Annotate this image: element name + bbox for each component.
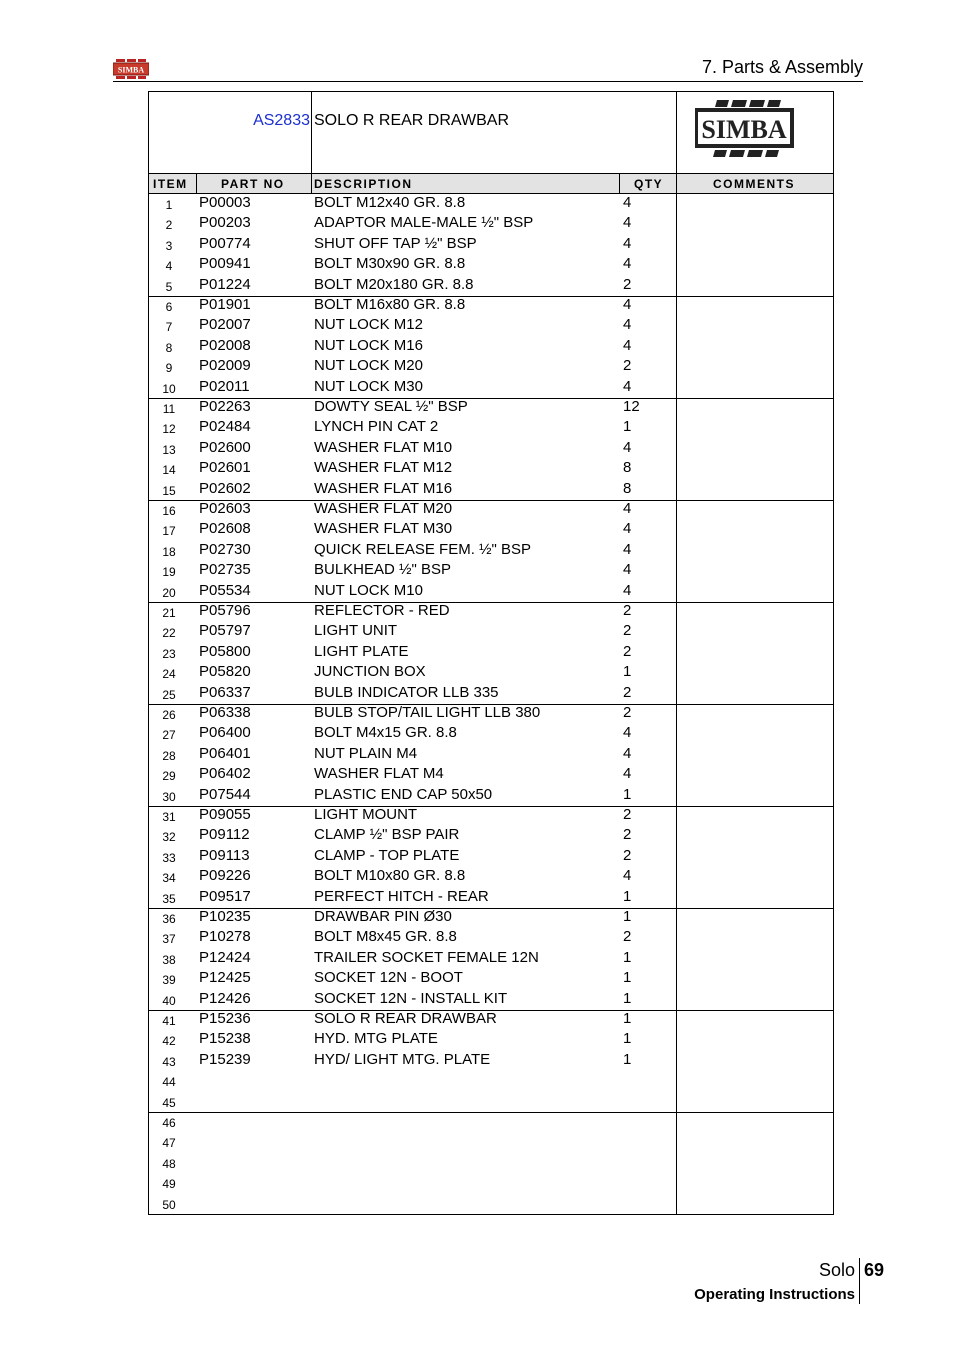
item-number: 38 [162, 952, 176, 967]
part-description: WASHER FLAT M16 [314, 479, 453, 497]
part-description: NUT LOCK M30 [314, 377, 423, 395]
table-row [149, 520, 833, 540]
part-description: JUNCTION BOX [314, 663, 426, 681]
table-row [149, 214, 833, 234]
part-number: P02602 [199, 479, 251, 497]
part-qty: 2 [623, 275, 632, 293]
table-row [149, 541, 833, 561]
table-row [149, 255, 833, 275]
part-qty: 4 [623, 724, 632, 742]
item-number: 12 [162, 422, 176, 437]
part-description: WASHER FLAT M30 [314, 520, 453, 538]
part-number: P02601 [199, 459, 251, 477]
column-header-row [149, 174, 833, 194]
part-qty: 4 [623, 377, 632, 395]
section-title: 7. Parts & Assembly [701, 57, 863, 77]
part-number: P09112 [199, 826, 250, 844]
table-row [149, 296, 833, 316]
header-rule [113, 81, 863, 82]
item-number: 21 [162, 606, 176, 620]
part-qty: 2 [623, 602, 632, 619]
part-qty: 4 [623, 520, 632, 538]
part-description: CLAMP - TOP PLATE [314, 846, 460, 864]
part-qty: 8 [623, 459, 632, 477]
table-row [149, 684, 833, 704]
title-block [149, 92, 833, 174]
part-description: TRAILER SOCKET FEMALE 12N [314, 948, 539, 966]
part-qty: 2 [623, 622, 632, 640]
part-description: DRAWBAR PIN Ø30 [314, 908, 452, 925]
item-number: 17 [162, 524, 176, 539]
table-row [149, 582, 833, 602]
item-number: 44 [162, 1075, 176, 1090]
item-number: 15 [162, 483, 176, 498]
part-qty: 1 [623, 785, 632, 803]
item-number: 5 [165, 279, 173, 294]
part-description: REFLECTOR - RED [314, 602, 450, 619]
assembly-code: AS2833 [253, 112, 310, 129]
part-number: P06401 [199, 744, 251, 762]
table-row [149, 561, 833, 581]
col-part-no: PART NO [221, 177, 285, 191]
part-qty: 8 [623, 479, 632, 497]
table-row [149, 480, 833, 500]
part-description: BOLT M20x180 GR. 8.8 [314, 275, 474, 293]
part-number: P12426 [199, 989, 251, 1007]
table-row [149, 194, 833, 214]
col-description: DESCRIPTION [314, 177, 413, 191]
part-description: HYD. MTG PLATE [314, 1030, 438, 1048]
part-qty: 4 [623, 194, 632, 211]
table-row [149, 1071, 833, 1091]
item-number: 41 [162, 1014, 176, 1028]
part-description: LIGHT UNIT [314, 622, 398, 640]
part-qty: 2 [623, 806, 632, 823]
table-row [149, 439, 833, 459]
table-row [149, 418, 833, 438]
part-qty: 4 [623, 296, 632, 313]
item-number: 18 [162, 544, 176, 559]
table-row [149, 786, 833, 806]
item-number: 47 [162, 1136, 176, 1151]
part-qty: 4 [623, 765, 632, 783]
item-number: 26 [162, 708, 176, 722]
item-number: 19 [162, 565, 176, 580]
table-row [149, 949, 833, 969]
item-number: 14 [162, 463, 176, 478]
part-number: P06400 [199, 724, 251, 742]
part-description: HYD/ LIGHT MTG. PLATE [314, 1050, 491, 1068]
part-number: P02730 [199, 540, 251, 558]
part-description: LIGHT PLATE [314, 642, 409, 660]
col-qty: QTY [634, 177, 664, 191]
part-number: P02484 [199, 418, 251, 436]
table-row [149, 602, 833, 622]
part-description: BOLT M8x45 GR. 8.8 [314, 928, 457, 946]
part-qty: 12 [623, 398, 640, 415]
simba-header-logo-text: SIMBA [117, 65, 145, 75]
table-row [149, 500, 833, 520]
part-number: P15239 [199, 1050, 251, 1068]
part-number: P12424 [199, 948, 251, 966]
simba-logo-text: SIMBA [701, 115, 787, 144]
part-number: P12425 [199, 969, 251, 987]
table-row [149, 1132, 833, 1152]
item-number: 25 [162, 687, 176, 702]
table-row [149, 235, 833, 255]
item-number: 11 [162, 402, 176, 416]
assembly-title: SOLO R REAR DRAWBAR [314, 112, 509, 129]
part-qty: 1 [623, 418, 632, 436]
item-number: 40 [162, 993, 176, 1008]
item-number: 6 [165, 300, 173, 314]
col-item: ITEM [153, 177, 188, 191]
part-qty: 2 [623, 704, 632, 721]
part-qty: 2 [623, 846, 632, 864]
part-description: SHUT OFF TAP ½" BSP [314, 234, 477, 252]
footer-subtitle: Operating Instructions [694, 1286, 855, 1303]
item-number: 24 [162, 667, 176, 682]
table-row [149, 888, 833, 908]
item-number: 20 [162, 585, 176, 600]
item-number: 16 [162, 504, 176, 518]
title-rule [149, 173, 833, 174]
part-description: SOCKET 12N - INSTALL KIT [314, 989, 508, 1007]
item-number: 10 [162, 381, 176, 396]
part-number: P00774 [199, 234, 251, 252]
part-qty: 4 [623, 581, 632, 599]
part-description: LYNCH PIN CAT 2 [314, 418, 439, 436]
col-comments: COMMENTS [713, 177, 795, 191]
part-qty: 2 [623, 683, 632, 701]
item-number: 30 [162, 789, 176, 804]
part-number: P09113 [199, 846, 250, 864]
part-qty: 2 [623, 642, 632, 660]
part-number: P05800 [199, 642, 251, 660]
col-divider-part [311, 92, 312, 194]
item-number: 42 [162, 1034, 176, 1049]
part-number: P15236 [199, 1010, 251, 1027]
table-row [149, 1010, 833, 1030]
table-row [149, 928, 833, 948]
table-row [149, 765, 833, 785]
item-number: 49 [162, 1177, 176, 1192]
item-number: 43 [162, 1054, 176, 1069]
part-description: QUICK RELEASE FEM. ½" BSP [314, 540, 532, 558]
table-row [149, 704, 833, 724]
part-description: BULB STOP/TAIL LIGHT LLB 380 [314, 704, 541, 721]
table-row [149, 357, 833, 377]
item-number: 48 [162, 1156, 176, 1171]
table-row [149, 622, 833, 642]
parts-list-sheet [148, 91, 834, 1215]
part-qty: 1 [623, 948, 632, 966]
part-qty: 2 [623, 357, 632, 375]
part-number: P02263 [199, 398, 251, 415]
item-number: 13 [162, 442, 176, 457]
part-description: WASHER FLAT M12 [314, 459, 453, 477]
col-divider-item [196, 174, 197, 194]
part-description: LIGHT MOUNT [314, 806, 418, 823]
part-qty: 1 [623, 1030, 632, 1048]
part-number: P05534 [199, 581, 251, 599]
part-qty: 2 [623, 928, 632, 946]
part-qty: 4 [623, 500, 632, 517]
part-qty: 4 [623, 540, 632, 558]
part-number: P09226 [199, 867, 251, 885]
table-row [149, 1173, 833, 1193]
part-qty: 4 [623, 234, 632, 252]
part-qty: 4 [623, 214, 632, 232]
item-number: 9 [165, 361, 173, 376]
item-number: 39 [162, 973, 176, 988]
table-row [149, 459, 833, 479]
part-qty: 2 [623, 826, 632, 844]
item-number: 34 [162, 871, 176, 886]
table-row [149, 337, 833, 357]
item-number: 22 [162, 626, 176, 641]
item-number: 36 [162, 912, 176, 926]
part-number: P01224 [199, 275, 251, 293]
part-description: ADAPTOR MALE-MALE ½" BSP [314, 214, 534, 232]
item-number: 32 [162, 830, 176, 845]
footer-model: Solo [818, 1260, 855, 1280]
part-number: P10235 [199, 908, 251, 925]
table-row [149, 745, 833, 765]
table-row [149, 1194, 833, 1214]
table-row [149, 663, 833, 683]
part-description: BULB INDICATOR LLB 335 [314, 683, 499, 701]
part-description: WASHER FLAT M10 [314, 438, 453, 456]
part-number: P02009 [199, 357, 251, 375]
part-description: NUT LOCK M20 [314, 357, 423, 375]
table-row [149, 276, 833, 296]
part-description: BULKHEAD ½" BSP [314, 561, 452, 579]
part-qty: 1 [623, 1010, 632, 1027]
part-number: P06337 [199, 683, 251, 701]
part-description: NUT LOCK M10 [314, 581, 423, 599]
part-number: P02600 [199, 438, 251, 456]
simba-header-logo-icon [113, 59, 149, 79]
part-description: CLAMP ½" BSP PAIR [314, 826, 460, 844]
part-qty: 4 [623, 316, 632, 334]
part-description: SOLO R REAR DRAWBAR [314, 1010, 497, 1027]
footer-divider [859, 1258, 860, 1304]
part-qty: 4 [623, 867, 632, 885]
part-qty: 1 [623, 989, 632, 1007]
part-number: P00203 [199, 214, 251, 232]
item-number: 33 [162, 850, 176, 865]
part-number: P01901 [199, 296, 251, 313]
part-number: P02008 [199, 336, 251, 354]
table-row [149, 316, 833, 336]
item-number: 4 [165, 259, 173, 274]
part-description: NUT PLAIN M4 [314, 744, 418, 762]
part-description: WASHER FLAT M20 [314, 500, 453, 517]
item-number: 50 [162, 1197, 176, 1212]
part-description: WASHER FLAT M4 [314, 765, 444, 783]
item-number: 45 [162, 1095, 176, 1110]
item-number: 29 [162, 769, 176, 784]
part-description: SOCKET 12N - BOOT [314, 969, 463, 987]
part-number: P02735 [199, 561, 251, 579]
table-row [149, 908, 833, 928]
table-row [149, 1051, 833, 1071]
table-row [149, 847, 833, 867]
part-description: NUT LOCK M12 [314, 316, 423, 334]
part-number: P02007 [199, 316, 251, 334]
part-number: P02603 [199, 500, 251, 517]
part-number: P07544 [199, 785, 251, 803]
part-description: BOLT M12x40 GR. 8.8 [314, 194, 466, 211]
table-row [149, 1153, 833, 1173]
part-number: P05820 [199, 663, 251, 681]
part-qty: 4 [623, 255, 632, 273]
part-number: P05796 [199, 602, 251, 619]
simba-logo-icon [695, 98, 795, 162]
part-description: BOLT M30x90 GR. 8.8 [314, 255, 466, 273]
item-number: 3 [165, 238, 173, 253]
part-number: P09517 [199, 887, 251, 905]
part-number: P02608 [199, 520, 251, 538]
part-qty: 4 [623, 438, 632, 456]
part-number: P09055 [199, 806, 251, 823]
table-row [149, 724, 833, 744]
table-row [149, 969, 833, 989]
part-qty: 1 [623, 908, 632, 925]
col-divider-desc [619, 174, 620, 194]
part-qty: 1 [623, 1050, 632, 1068]
item-number: 37 [162, 932, 176, 947]
part-number: P10278 [199, 928, 251, 946]
table-row [149, 826, 833, 846]
part-description: BOLT M10x80 GR. 8.8 [314, 867, 466, 885]
table-row [149, 990, 833, 1010]
part-number: P06338 [199, 704, 251, 721]
part-description: DOWTY SEAL ½" BSP [314, 398, 468, 415]
item-number: 31 [162, 810, 176, 824]
part-number: P00941 [199, 255, 251, 273]
part-number: P05797 [199, 622, 251, 640]
table-row [149, 643, 833, 663]
part-qty: 4 [623, 744, 632, 762]
item-number: 27 [162, 728, 176, 743]
table-row [149, 398, 833, 418]
part-qty: 4 [623, 561, 632, 579]
table-row [149, 1092, 833, 1112]
table-row [149, 1112, 833, 1132]
part-qty: 1 [623, 663, 632, 681]
part-description: BOLT M4x15 GR. 8.8 [314, 724, 457, 742]
item-number: 8 [165, 340, 173, 355]
table-row [149, 378, 833, 398]
table-row [149, 1030, 833, 1050]
part-qty: 1 [623, 969, 632, 987]
part-description: BOLT M16x80 GR. 8.8 [314, 296, 466, 313]
item-number: 23 [162, 646, 176, 661]
item-number: 28 [162, 748, 176, 763]
part-number: P06402 [199, 765, 251, 783]
part-description: PERFECT HITCH - REAR [314, 887, 489, 905]
part-description: NUT LOCK M16 [314, 336, 423, 354]
part-number: P00003 [199, 194, 251, 211]
part-description: PLASTIC END CAP 50x50 [314, 785, 493, 803]
part-qty: 1 [623, 887, 632, 905]
page-number: 69 [864, 1260, 885, 1280]
item-number: 7 [165, 320, 173, 335]
item-number: 35 [162, 891, 176, 906]
table-row [149, 867, 833, 887]
item-number: 46 [162, 1116, 176, 1130]
part-qty: 4 [623, 336, 632, 354]
item-number: 2 [165, 218, 173, 233]
part-number: P02011 [199, 377, 250, 395]
table-row [149, 806, 833, 826]
item-number: 1 [165, 198, 173, 212]
part-number: P15238 [199, 1030, 251, 1048]
